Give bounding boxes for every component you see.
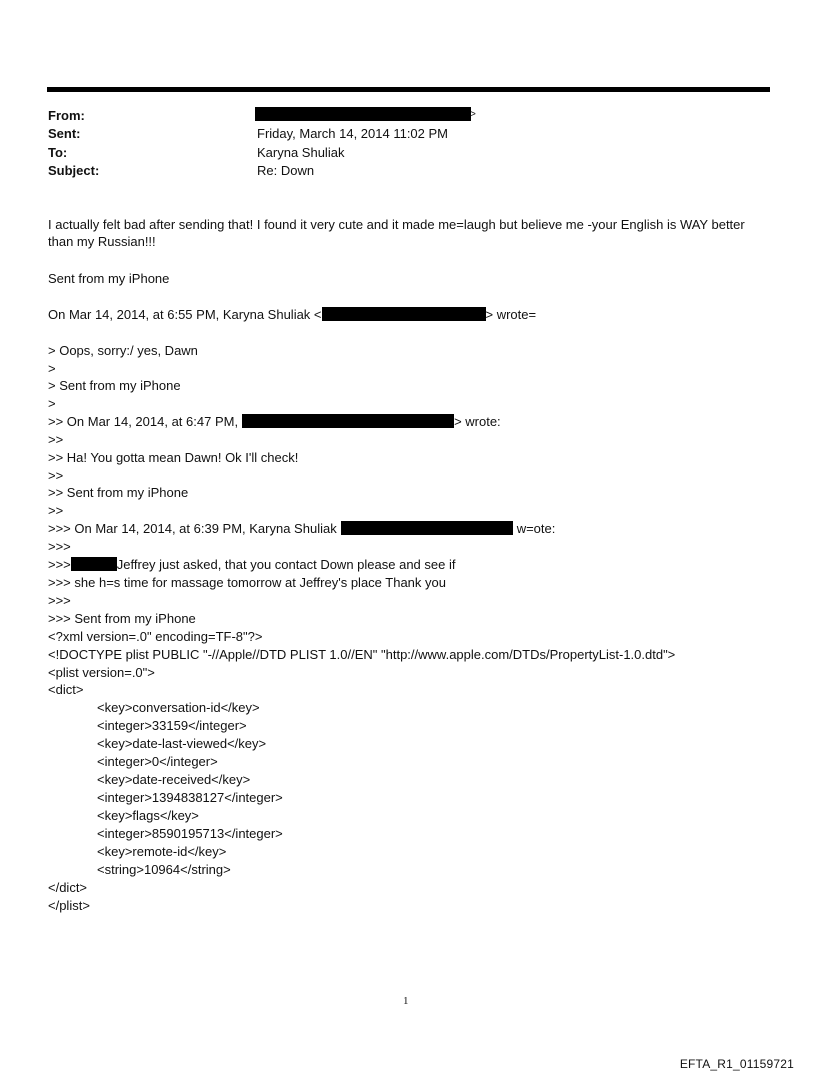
to-label: To: [48,145,68,160]
quote-line: > [48,396,56,411]
redaction-email-2 [242,414,454,428]
message-paragraph: I actually felt bad after sending that! I found it very cute and it made me=laugh but believe me -your English is WAY better than my Russian!!! [48,217,745,249]
plist-entry: <key>flags</key> [97,808,199,823]
plist-entry: <key>conversation-id</key> [97,700,260,715]
plist-entry: <integer>0</integer> [97,754,218,769]
quote-line: >> Sent from my iPhone [48,485,189,500]
quote-line: >> [48,432,64,447]
quote-prefix: >>> On Mar 14, 2014, at 6:39 PM, Karyna Shuliak [48,521,337,536]
quote-prefix: >>> [48,557,71,572]
quote-line: > [48,361,56,376]
from-suffix: > [470,109,476,120]
quote-line: >>> she h=s time for massage tomorrow at Jeffrey's place Thank you [48,575,446,590]
quote-line: >> [48,503,64,518]
subject-label: Subject: [48,163,100,178]
plist-entry: <integer>1394838127</integer> [97,790,283,805]
quote-line: > Sent from my iPhone [48,378,181,393]
plist-entry: <key>date-received</key> [97,772,251,787]
reply-intro [48,306,536,323]
redaction-name [71,557,117,571]
xml-declaration: <?xml version=.0" encoding=TF-8"?> [48,629,263,644]
plist-entry: <key>date-last-viewed</key> [97,736,267,751]
quote-line [48,556,455,573]
quote-suffix: w=ote: [516,521,556,536]
quote-line [48,520,555,537]
signature: Sent from my iPhone [48,271,170,286]
header-rule [47,87,770,92]
reply-intro-prefix: On Mar 14, 2014, at 6:55 PM, Karyna Shuliak < [48,307,322,322]
redaction-from [255,107,471,121]
page-number: 1 [403,995,409,1007]
from-label: From: [48,108,85,123]
plist-entry: <integer>33159</integer> [97,718,247,733]
quote-line: >> Ha! You gotta mean Dawn! Ok I'll check! [48,450,299,465]
sent-label: Sent: [48,126,81,141]
dict-open: <dict> [48,682,84,697]
plist-close: </plist> [48,898,90,913]
quote-suffix: Jeffrey just asked, that you contact Down please and see if [116,557,456,572]
redaction-email-3 [341,521,513,535]
quote-line: > Oops, sorry:/ yes, Dawn [48,343,198,358]
dict-close: </dict> [48,880,88,895]
redaction-email-1 [322,307,486,321]
quote-suffix: > wrote: [454,414,501,429]
sent-value: Friday, March 14, 2014 11:02 PM [257,126,449,141]
to-value: Karyna Shuliak [257,145,345,160]
reply-intro-suffix: > wrote= [485,307,537,322]
plist-entry: <key>remote-id</key> [97,844,227,859]
quote-line: >>> [48,593,71,608]
plist-entry: <string>10964</string> [97,862,231,877]
quote-line: >>> Sent from my iPhone [48,611,196,626]
plist-open: <plist version=.0"> [48,665,155,680]
doctype-line: <!DOCTYPE plist PUBLIC "-//Apple//DTD PLIST 1.0//EN" "http://www.apple.com/DTDs/PropertyList-1.0.dtd"> [48,647,676,662]
plist-entry: <integer>8590195713</integer> [97,826,283,841]
quote-line: >>> [48,539,71,554]
subject-value: Re: Down [257,163,315,178]
quote-line: >> [48,468,64,483]
document-id: EFTA_R1_01159721 [679,1057,794,1071]
quote-prefix: >> On Mar 14, 2014, at 6:47 PM, [48,414,239,429]
quote-line [48,413,501,430]
